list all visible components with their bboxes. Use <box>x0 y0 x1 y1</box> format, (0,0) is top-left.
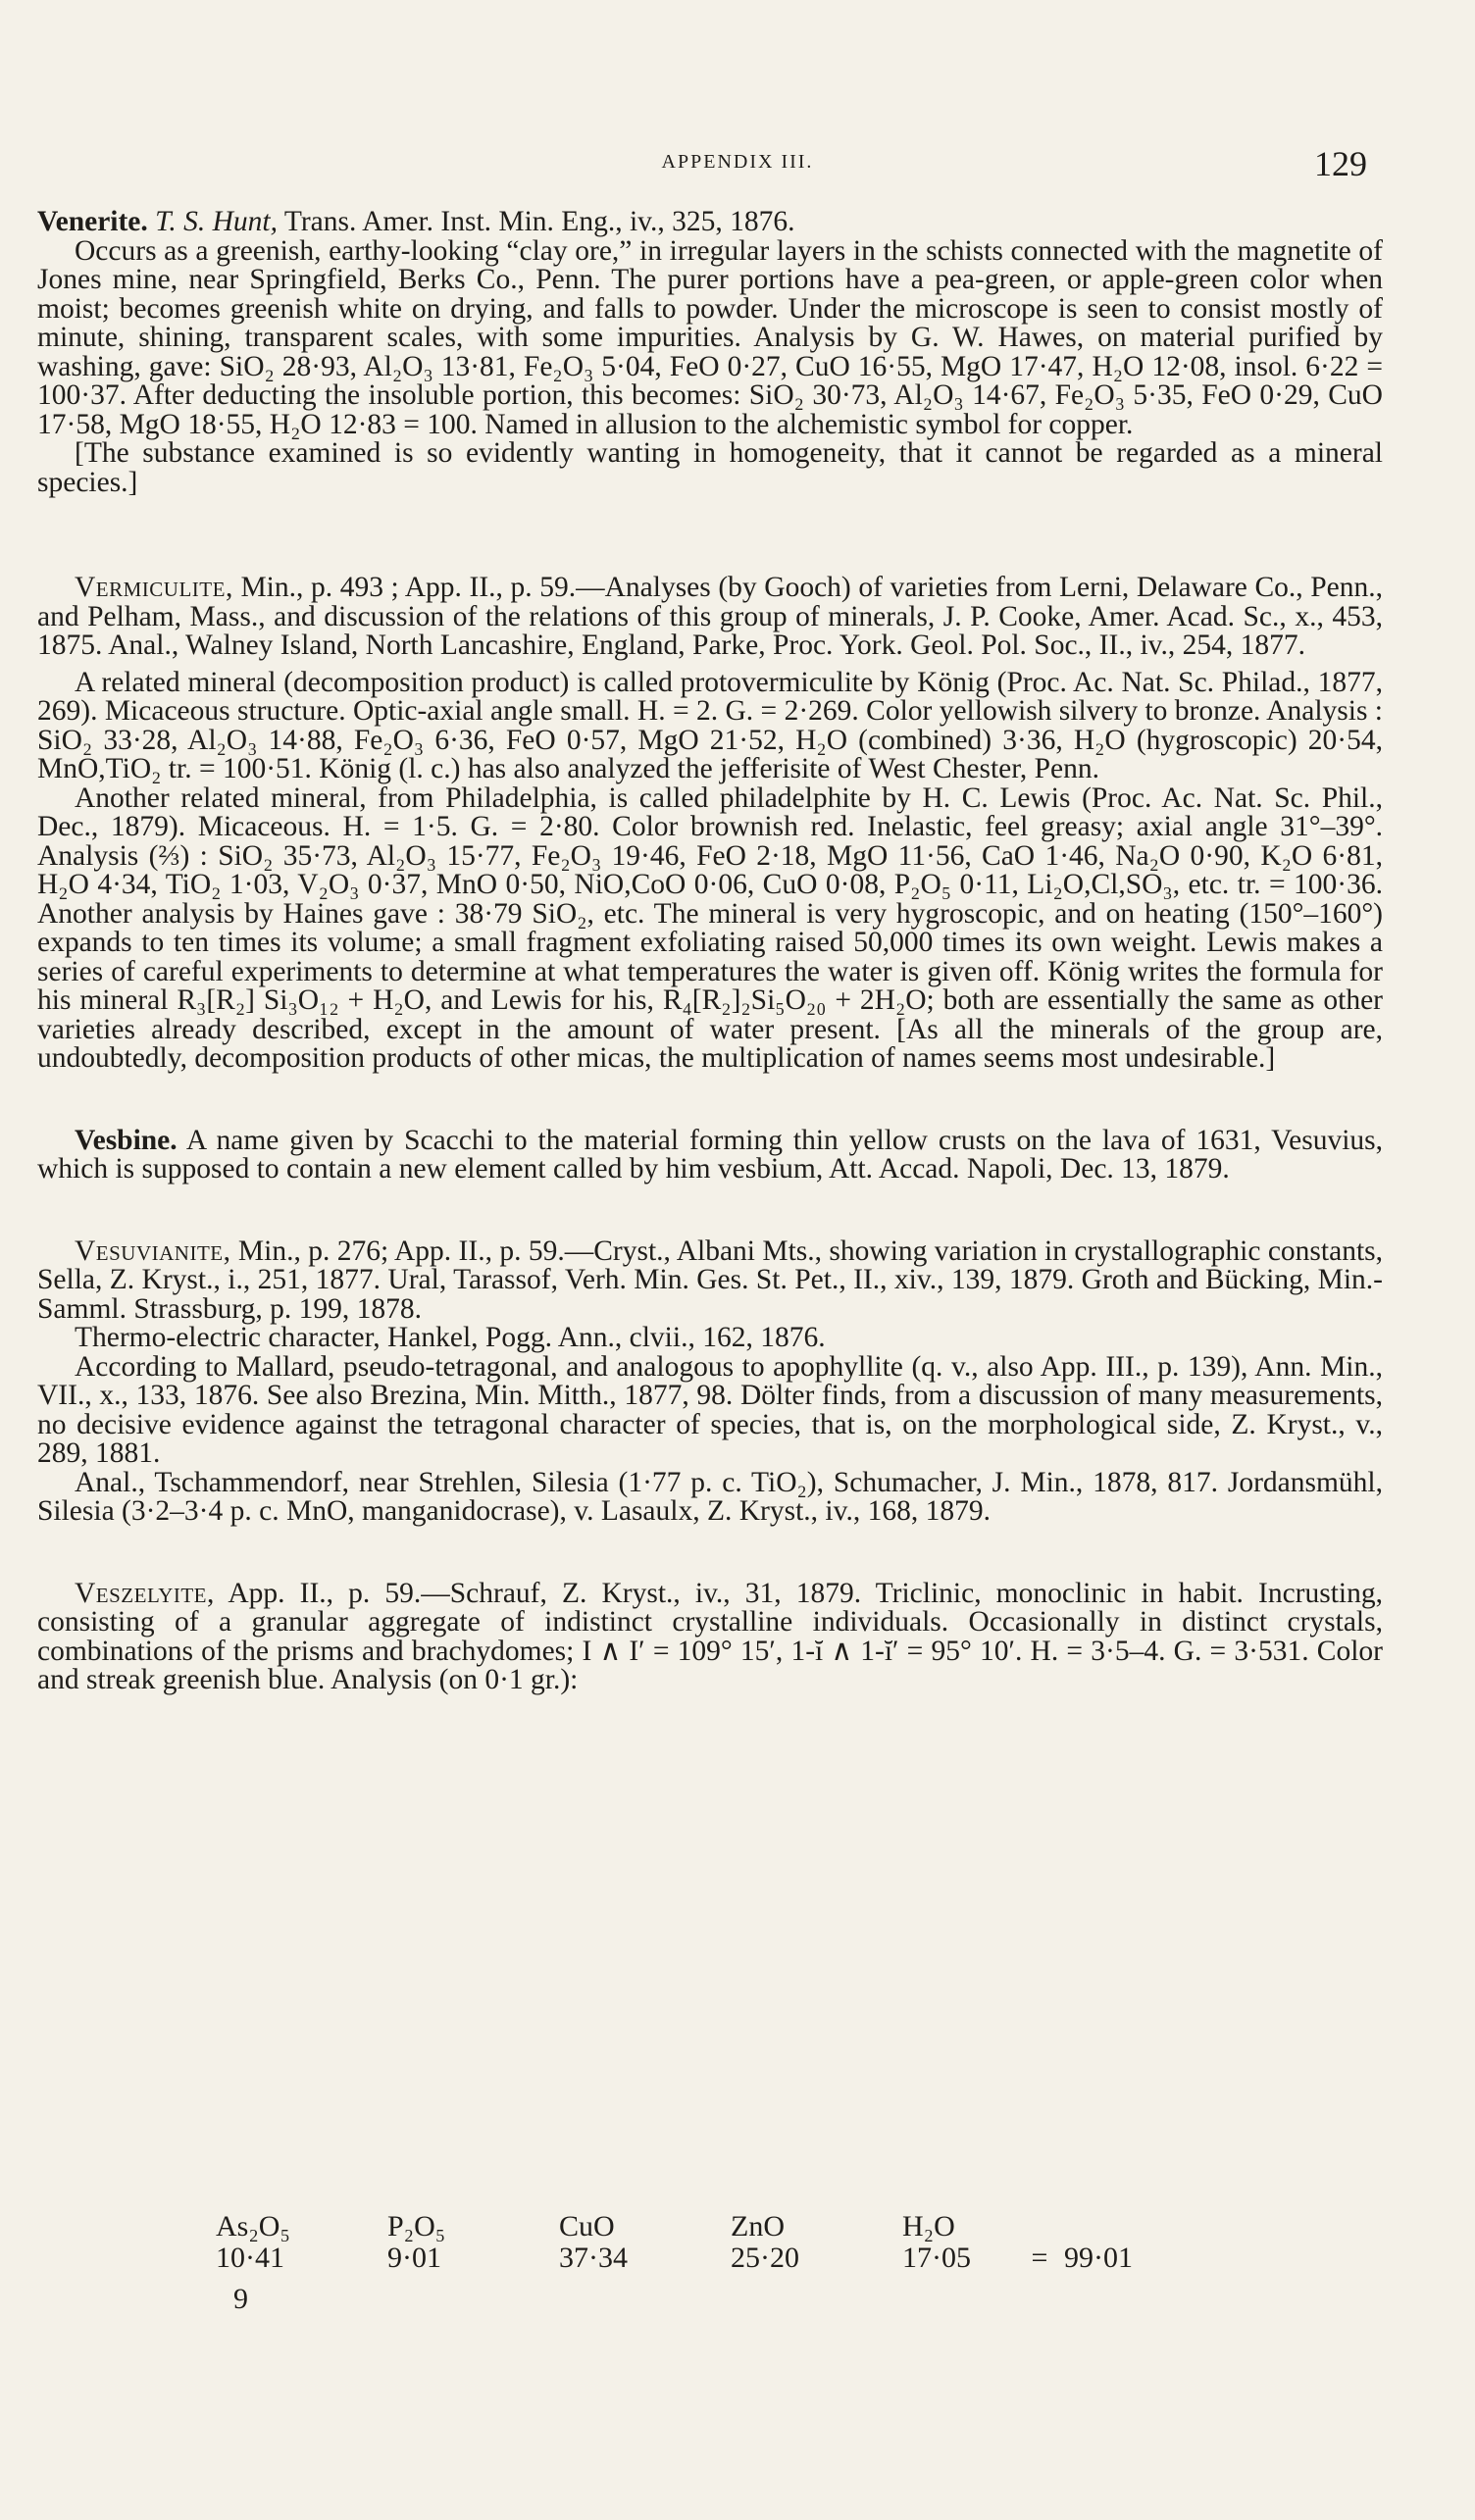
analysis-header-zno: ZnO <box>731 2210 785 2243</box>
vesuvianite-text-1: Min., p. 276; App. II., p. 59.—Cryst., Albani Mts., showing variation in crystallographic constants, Sella, Z. Kryst., i., 251, 1877. Ural, Tarassof, Verh. Min. Ges. St. Pet., II., xiv., 139, 1879. Groth and Bücking, Min.-Samml. Strassburg, p. 199, 1878. <box>37 1235 1384 1325</box>
analysis-header-row <box>216 2211 1236 2243</box>
vermiculite-text-1: Min., p. 493 ; App. II., p. 59.—Analyses (by Gooch) of varieties from Lerni, Delaware Co., Penn., and Pelham, Mass., and discussion of the relations of this group of minerals, J. P. Cooke, Amer. Acad. Sc., x., 453, 1875. Anal., Walney Island, North Lancashire, England, Parke, Proc. York. Geol. Pol. Soc., II., iv., 254, 1877. <box>37 572 1383 661</box>
analysis-value-h2o: 17·05 <box>902 2242 971 2274</box>
vesuvianite-paragraph-1 <box>37 1237 1383 1325</box>
analysis-table <box>216 2211 1236 2274</box>
analysis-header-h2o: H₂O <box>902 2210 955 2243</box>
venerite-author: T. S. Hunt, <box>155 206 278 237</box>
vesuvianite-title: Vesuvianite, <box>75 1235 231 1267</box>
vermiculite-paragraph-1 <box>37 574 1383 661</box>
page-header <box>0 143 1475 182</box>
page-body <box>37 208 1383 1695</box>
vesuvianite-paragraph-4: Anal., Tschammendorf, near Strehlen, Silesia (1·77 p. c. TiO₂), Schumacher, J. Min., 1878, 817. Jordansmühl, Silesia (3·2–3·4 p. c. MnO, manganidocrase), v. Lasaulx, Z. Kryst., iv., 168, 1879. <box>37 1466 1383 1527</box>
veszelyite-paragraph <box>37 1577 1384 1695</box>
vesbine-paragraph <box>37 1124 1383 1184</box>
analysis-header-cuo: CuO <box>559 2210 615 2243</box>
signature-mark: 9 <box>233 2283 248 2315</box>
page-number: 129 <box>1314 144 1367 183</box>
running-title: APPENDIX III. <box>661 151 814 173</box>
analysis-header-p2o5: P₂O₅ <box>387 2210 446 2243</box>
venerite-title: Venerite. <box>37 206 148 237</box>
vesbine-title: Vesbine. <box>75 1124 178 1156</box>
venerite-heading-line <box>37 208 1383 237</box>
vermiculite-title: Vermiculite, <box>75 572 233 603</box>
analysis-value-cuo: 37·34 <box>559 2242 628 2274</box>
analysis-header-as2o5: As₂O₅ <box>216 2210 290 2243</box>
vesuvianite-paragraph-3: According to Mallard, pseudo-tetragonal, and analogous to apophyllite (q. v., also App. III., p. 139), Ann. Min., VII., x., 133, 1876. See also Brezina, Min. Mitth., 1877, 98. Dölter finds, from a discussion of many measurements, no decisive evidence against the tetragonal character of species, that is, on the morphological side, Z. Kryst., v., 289, 1881. <box>37 1350 1383 1469</box>
veszelyite-title: Veszelyite, <box>75 1577 215 1609</box>
venerite-paragraph-2: [The substance examined is so evidently wanting in homogeneity, that it cannot be regarded as a mineral species.] <box>37 437 1383 498</box>
analysis-value-zno: 25·20 <box>731 2242 799 2274</box>
vermiculite-paragraph-3: Another related mineral, from Philadelphia, is called philadelphite by H. C. Lewis (Proc. Ac. Nat. Sc. Phil., Dec., 1879). Micaceous. H. = 1·5. G. = 2·80. Color brownish red. Inelastic, feel greasy; axial angle 31°–39°. Analysis (⅔) : SiO₂ 35·73, Al₂O₃ 15·77, Fe₂O₃ 19·46, FeO 2·18, MgO 11·56, CaO 1·46, Na₂O 0·90, K₂O 6·81, H₂O 4·34, TiO₂ 1·03, V₂O₃ 0·37, MnO 0·50, NiO,CoO 0·06, CuO 0·08, P₂O₅ 0·11, Li₂O,Cl,SO₃, etc. tr. = 100·36. Another analysis by Haines gave : 38·79 SiO₂, etc. The mineral is very hygroscopic, and on heating (150°–160°) expands to ten times its volume; a small fragment exfoliating raised 50,000 times its own weight. Lewis makes a series of careful experiments to determine at what temperatures the water is given off. König writes the formula for his mineral R₃[R₂] Si₃O₁₂ + H₂O, and Lewis for his, R₄[R₂]₂Si₅O₂₀ + 2H₂O; both are essentially the same as other varieties already described, except in the amount of water present. [As all the minerals of the group are, undoubtedly, decomposition products of other micas, the multiplication of names seems most undesirable.] <box>37 781 1383 1074</box>
venerite-ref: Trans. Amer. Inst. Min. Eng., iv., 325, 1876. <box>283 206 795 237</box>
vesuvianite-paragraph-2: Thermo-electric character, Hankel, Pogg. Ann., clvii., 162, 1876. <box>75 1322 826 1353</box>
analysis-total: 99·01 <box>1064 2242 1133 2274</box>
vesbine-text: A name given by Scacchi to the material forming thin yellow crusts on the lava of 1631, Vesuvius, which is supposed to contain a new element called by him vesbium, Att. Accad. Napoli, Dec. 13, 1879. <box>37 1124 1383 1184</box>
venerite-paragraph-1: Occurs as a greenish, earthy-looking “clay ore,” in irregular layers in the schists connected with the magnetite of Jones mine, near Springfield, Berks Co., Penn. The purer portions have a pea-green, or apple-green color when moist; becomes greenish white on drying, and falls to powder. Under the microscope is seen to consist mostly of minute, shining, transparent scales, with some impurities. Analysis by G. W. Hawes, on material purified by washing, gave: SiO₂ 28·93, Al₂O₃ 13·81, Fe₂O₃ 5·04, FeO 0·27, CuO 16·55, MgO 17·47, H₂O 12·08, insol. 6·22 = 100·37. After deducting the insoluble portion, this becomes: SiO₂ 30·73, Al₂O₃ 14·67, Fe₂O₃ 5·35, FeO 0·29, CuO 17·58, MgO 18·55, H₂O 12·83 = 100. Named in allusion to the alchemistic symbol for copper. <box>37 234 1383 440</box>
veszelyite-text: App. II., p. 59.—Schrauf, Z. Kryst., iv., 31, 1879. Triclinic, monoclinic in habit. Incrusting, consisting of a granular aggregate of indistinct crystalline individuals. Occasionally in distinct crystals, combinations of the prisms and brachydomes; I ∧ I′ = 109° 15′, 1-ĭ ∧ 1-ĭ′ = 95° 10′. H. = 3·5–4. G. = 3·531. Color and streak greenish blue. Analysis (on 0·1 gr.): <box>37 1577 1384 1695</box>
analysis-value-row <box>216 2243 1236 2274</box>
analysis-equals-sign: = <box>1031 2242 1048 2274</box>
analysis-value-as2o5: 10·41 <box>216 2242 284 2274</box>
vermiculite-paragraph-2: A related mineral (decomposition product) is called protovermiculite by König (Proc. Ac. Nat. Sc. Philad., 1877, 269). Micaceous structure. Optic-axial angle small. H. = 2. G. = 2·269. Color yellowish silvery to bronze. Analysis : SiO₂ 33·28, Al₂O₃ 14·88, Fe₂O₃ 6·36, FeO 0·57, MgO 21·52, H₂O (combined) 3·36, H₂O (hygroscopic) 20·54, MnO,TiO₂ tr. = 100·51. König (l. c.) has also analyzed the jefferisite of West Chester, Penn. <box>37 666 1383 784</box>
analysis-value-p2o5: 9·01 <box>387 2242 441 2274</box>
